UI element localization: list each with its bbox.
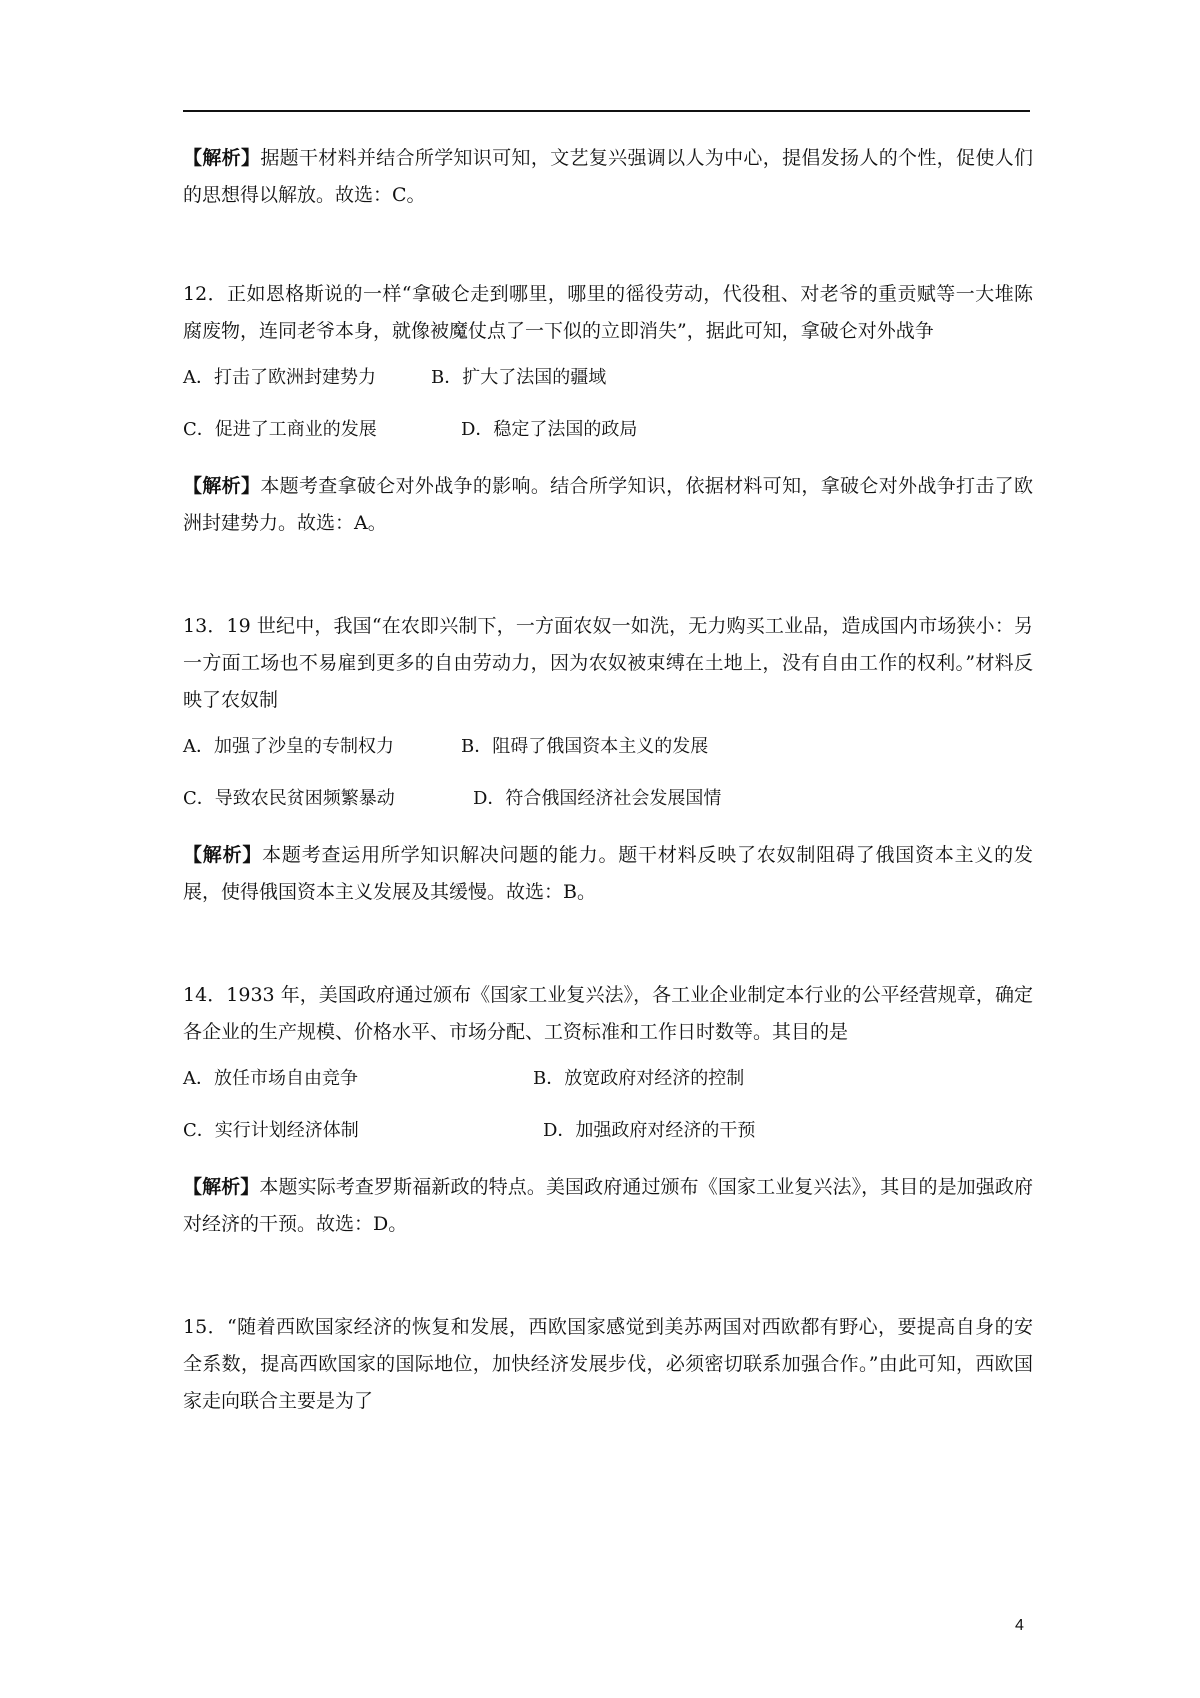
analysis-tag: 【解析】 bbox=[183, 844, 263, 866]
analysis-tag: 【解析】 bbox=[183, 147, 261, 169]
header-rule bbox=[183, 110, 1030, 112]
option-d: D．稳定了法国的政局 bbox=[461, 419, 638, 440]
page-content bbox=[183, 140, 1033, 1420]
question-12 bbox=[183, 276, 1033, 542]
question-14 bbox=[183, 977, 1033, 1243]
question-15 bbox=[183, 1309, 1033, 1420]
question-stem: 12．正如恩格斯说的一样“拿破仑走到哪里，哪里的徭役劳动，代役租、对老爷的重贡赋等一大堆陈腐废物，连同老爷本身，就像被魔仗点了一下似的立即消失”，据此可知，拿破仑对外战争 bbox=[183, 283, 1033, 342]
analysis-paragraph bbox=[183, 140, 1033, 214]
option-c: C．促进了工商业的发展 bbox=[183, 419, 377, 440]
option-c: C．导致农民贫困频繁暴动 bbox=[183, 788, 395, 809]
analysis-tag: 【解析】 bbox=[183, 475, 261, 497]
option-a: A．放任市场自由竞争 bbox=[183, 1068, 358, 1089]
analysis-text: 本题实际考查罗斯福新政的特点。美国政府通过颁布《国家工业复兴法》，其目的是加强政府对经济的干预。故选：D。 bbox=[183, 1176, 1033, 1235]
option-b: B．扩大了法国的疆域 bbox=[431, 367, 607, 388]
option-row bbox=[183, 733, 1033, 761]
option-row bbox=[183, 364, 1033, 392]
question-stem: 15．“随着西欧国家经济的恢复和发展，西欧国家感觉到美苏两国对西欧都有野心，要提高自身的安全系数，提高西欧国家的国际地位，加快经济发展步伐，必须密切联系加强合作。”由此可知，西欧国家走向联合主要是为了 bbox=[183, 1316, 1033, 1412]
option-d: D．符合俄国经济社会发展国情 bbox=[473, 788, 722, 809]
analysis-text: 本题考查拿破仑对外战争的影响。结合所学知识，依据材料可知，拿破仑对外战争打击了欧洲封建势力。故选：A。 bbox=[183, 475, 1033, 534]
option-a: A．打击了欧洲封建势力 bbox=[183, 367, 376, 388]
option-row bbox=[183, 1117, 1033, 1145]
option-b: B．放宽政府对经济的控制 bbox=[533, 1068, 745, 1089]
question-13 bbox=[183, 608, 1033, 911]
option-b: B．阻碍了俄国资本主义的发展 bbox=[461, 736, 709, 757]
option-a: A．加强了沙皇的专制权力 bbox=[183, 736, 394, 757]
analysis-text: 本题考查运用所学知识解决问题的能力。题干材料反映了农奴制阻碍了俄国资本主义的发展，使得俄国资本主义发展及其缓慢。故选：B。 bbox=[183, 844, 1033, 903]
analysis-text: 据题干材料并结合所学知识可知，文艺复兴强调以人为中心，提倡发扬人的个性，促使人们的思想得以解放。故选：C。 bbox=[183, 147, 1033, 206]
option-d: D．加强政府对经济的干预 bbox=[543, 1120, 756, 1141]
options bbox=[183, 364, 1033, 444]
options bbox=[183, 733, 1033, 813]
option-row bbox=[183, 1065, 1033, 1093]
option-row bbox=[183, 416, 1033, 444]
question-stem: 13．19 世纪中，我国“在农即兴制下，一方面农奴一如洗，无力购买工业品，造成国内市场狭小：另一方面工场也不易雇到更多的自由劳动力，因为农奴被束缚在土地上，没有自由工作的权利。”材料反映了农奴制 bbox=[183, 615, 1033, 711]
option-c: C．实行计划经济体制 bbox=[183, 1120, 359, 1141]
option-row bbox=[183, 785, 1033, 813]
analysis-paragraph bbox=[183, 468, 1033, 542]
page-number: 4 bbox=[1015, 1617, 1024, 1634]
analysis-paragraph bbox=[183, 1169, 1033, 1243]
question-stem: 14．1933 年，美国政府通过颁布《国家工业复兴法》，各工业企业制定本行业的公平经营规章，确定各企业的生产规模、价格水平、市场分配、工资标准和工作日时数等。其目的是 bbox=[183, 984, 1033, 1043]
analysis-paragraph bbox=[183, 837, 1033, 911]
options bbox=[183, 1065, 1033, 1145]
analysis-tag: 【解析】 bbox=[183, 1176, 260, 1198]
